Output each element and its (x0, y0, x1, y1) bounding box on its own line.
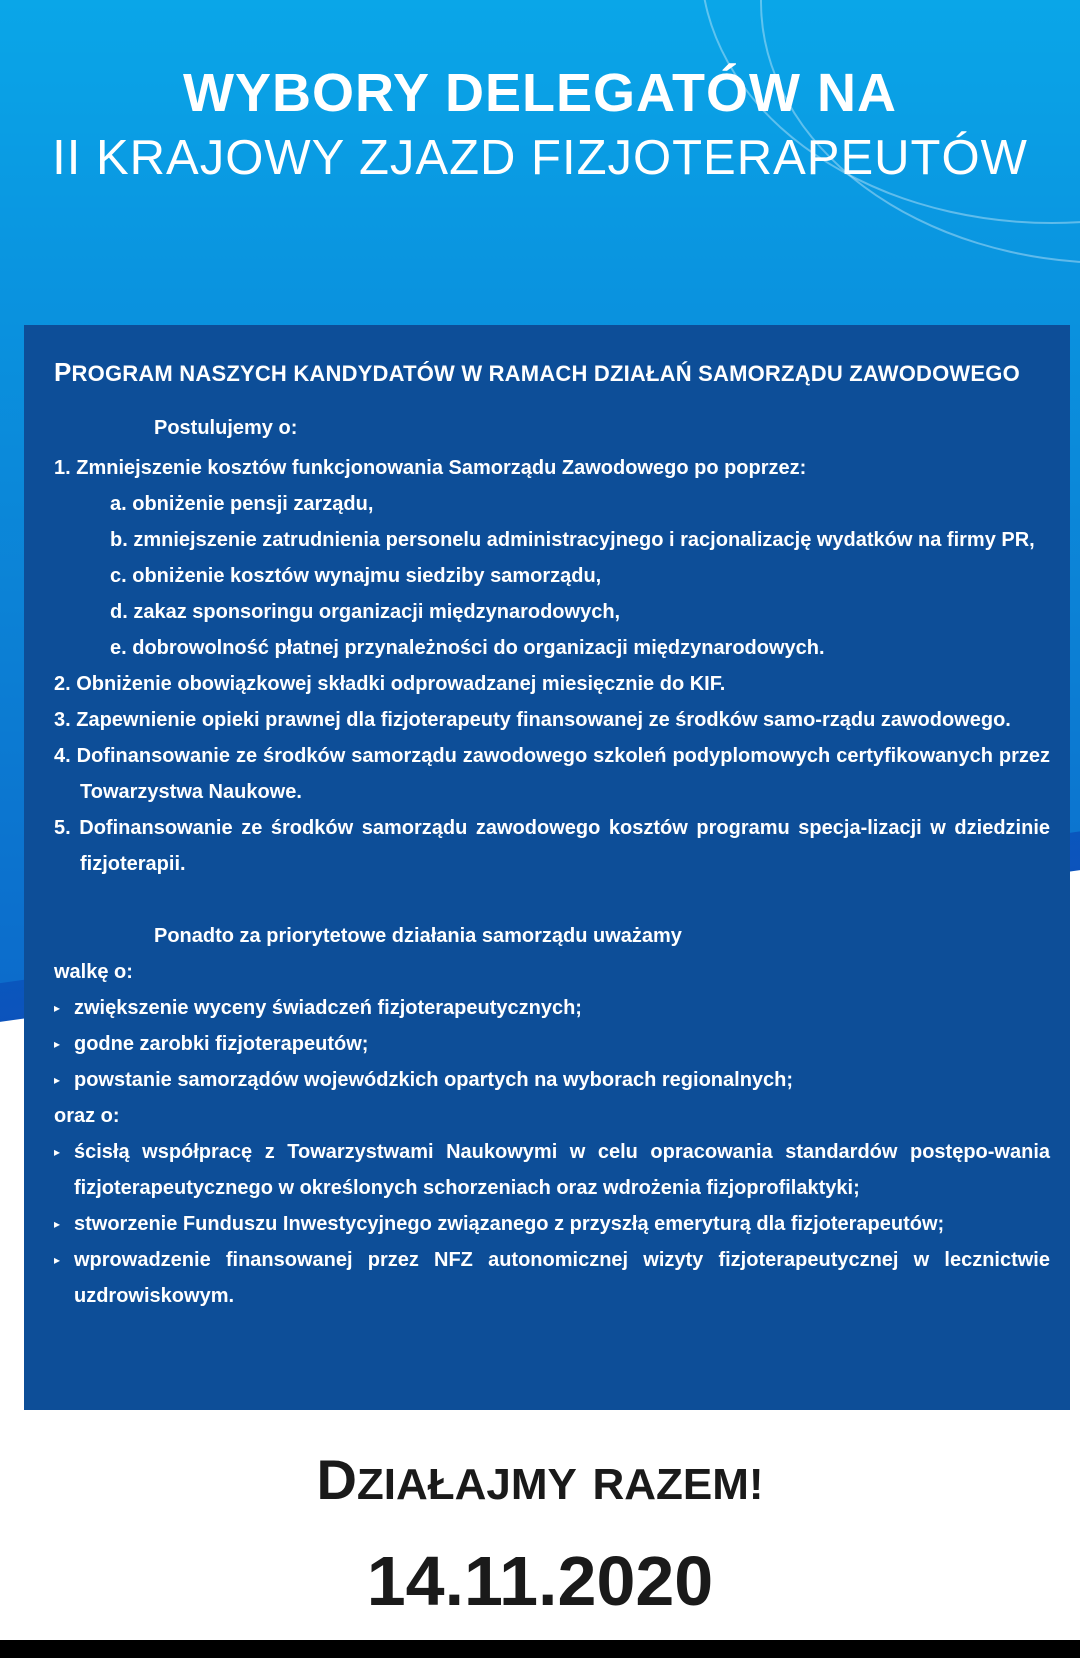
bullet-triangle-icon: ▸ (54, 1037, 61, 1051)
program-panel (24, 325, 1070, 1410)
priority-item (54, 1026, 1050, 1062)
program-item: 1. Zmniejszenie kosztów funkcjonowania Samorządu Zawodowego po poprzez: (54, 457, 807, 479)
priority-item-text: wprowadzenie finansowanej przez NFZ autonomicznej wizyty fizjoterapeutycznej w lecznictwie uzdrowiskowym. (74, 1249, 1050, 1307)
priority-item-text: powstanie samorządów wojewódzkich opartych na wyborach regionalnych; (74, 1069, 794, 1091)
slogan: DZIAŁAJMY RAZEM! (316, 1448, 764, 1511)
priority-item (54, 1242, 1050, 1314)
program-item: a. obniżenie pensji zarządu, (110, 493, 374, 515)
poster-header (0, 60, 1080, 190)
program-item: e. dobrowolność płatnej przynależności do organizacji międzynarodowych. (110, 637, 825, 659)
program-item: 5. Dofinansowanie ze środków samorządu zawodowego kosztów programu specja-lizacji w dziedzinie fizjoterapii. (54, 817, 1050, 875)
bottom-bar (0, 1640, 1080, 1658)
program-item: 4. Dofinansowanie ze środków samorządu zawodowego szkoleń podyplomowych certyfikowanych przez Towarzystwa Naukowe. (54, 745, 1050, 803)
program-item: d. zakaz sponsoringu organizacji międzynarodowych, (110, 601, 621, 623)
bullet-triangle-icon: ▸ (54, 1073, 61, 1087)
priorities-intro: Ponadto za priorytetowe działania samorządu uważamy (154, 925, 682, 947)
program-heading: PROGRAM NASZYCH KANDYDATÓW W RAMACH DZIAŁAŃ SAMORZĄDU ZAWODOWEGO (54, 357, 1020, 387)
priority-item (54, 1206, 1050, 1242)
bullet-triangle-icon: ▸ (54, 1217, 61, 1231)
poster-footer (0, 1440, 1080, 1631)
title-line-2: II KRAJOWY ZJAZD FIZJOTERAPEUTÓW (52, 131, 1028, 185)
priority-item-text: godne zarobki fizjoterapeutów; (74, 1033, 369, 1055)
program-list (54, 450, 1050, 882)
bullet-triangle-icon: ▸ (54, 1253, 61, 1267)
priority-item-text: zwiększenie wyceny świadczeń fizjoterapeutycznych; (74, 997, 582, 1019)
program-item: 3. Zapewnienie opieki prawnej dla fizjoterapeuty finansowanej ze środków samo-rządu zawodowego. (54, 709, 1011, 731)
title-line-1: WYBORY DELEGATÓW NA (183, 63, 897, 123)
priority-item (54, 990, 1050, 1026)
priorities-intro-continued: walkę o: (54, 961, 133, 983)
program-item: c. obniżenie kosztów wynajmu siedziby samorządu, (110, 565, 602, 587)
election-date: 14.11.2020 (366, 1542, 714, 1620)
priority-item-text: stworzenie Funduszu Inwestycyjnego związanego z przyszłą emeryturą dla fizjoterapeutów; (74, 1213, 945, 1235)
priority-item (54, 1062, 1050, 1098)
priorities-list-b (54, 1134, 1050, 1314)
priorities-connector: oraz o: (54, 1105, 120, 1127)
bullet-triangle-icon: ▸ (54, 1001, 61, 1015)
program-intro: Postulujemy o: (154, 417, 298, 439)
priority-item-text: ścisłą współpracę z Towarzystwami Naukowymi w celu opracowania standardów postępo-wania fizjoterapeutycznego w określonych schorzeniach oraz wdrożenia fizjoprofilaktyki; (74, 1141, 1050, 1199)
bullet-triangle-icon: ▸ (54, 1145, 61, 1159)
program-item: 2. Obniżenie obowiązkowej składki odprowadzanej miesięcznie do KIF. (54, 673, 726, 695)
priorities-list-a (54, 990, 1050, 1098)
priority-item (54, 1134, 1050, 1206)
program-item: b. zmniejszenie zatrudnienia personelu administracyjnego i racjonalizację wydatków na firmy PR, (110, 529, 1035, 551)
